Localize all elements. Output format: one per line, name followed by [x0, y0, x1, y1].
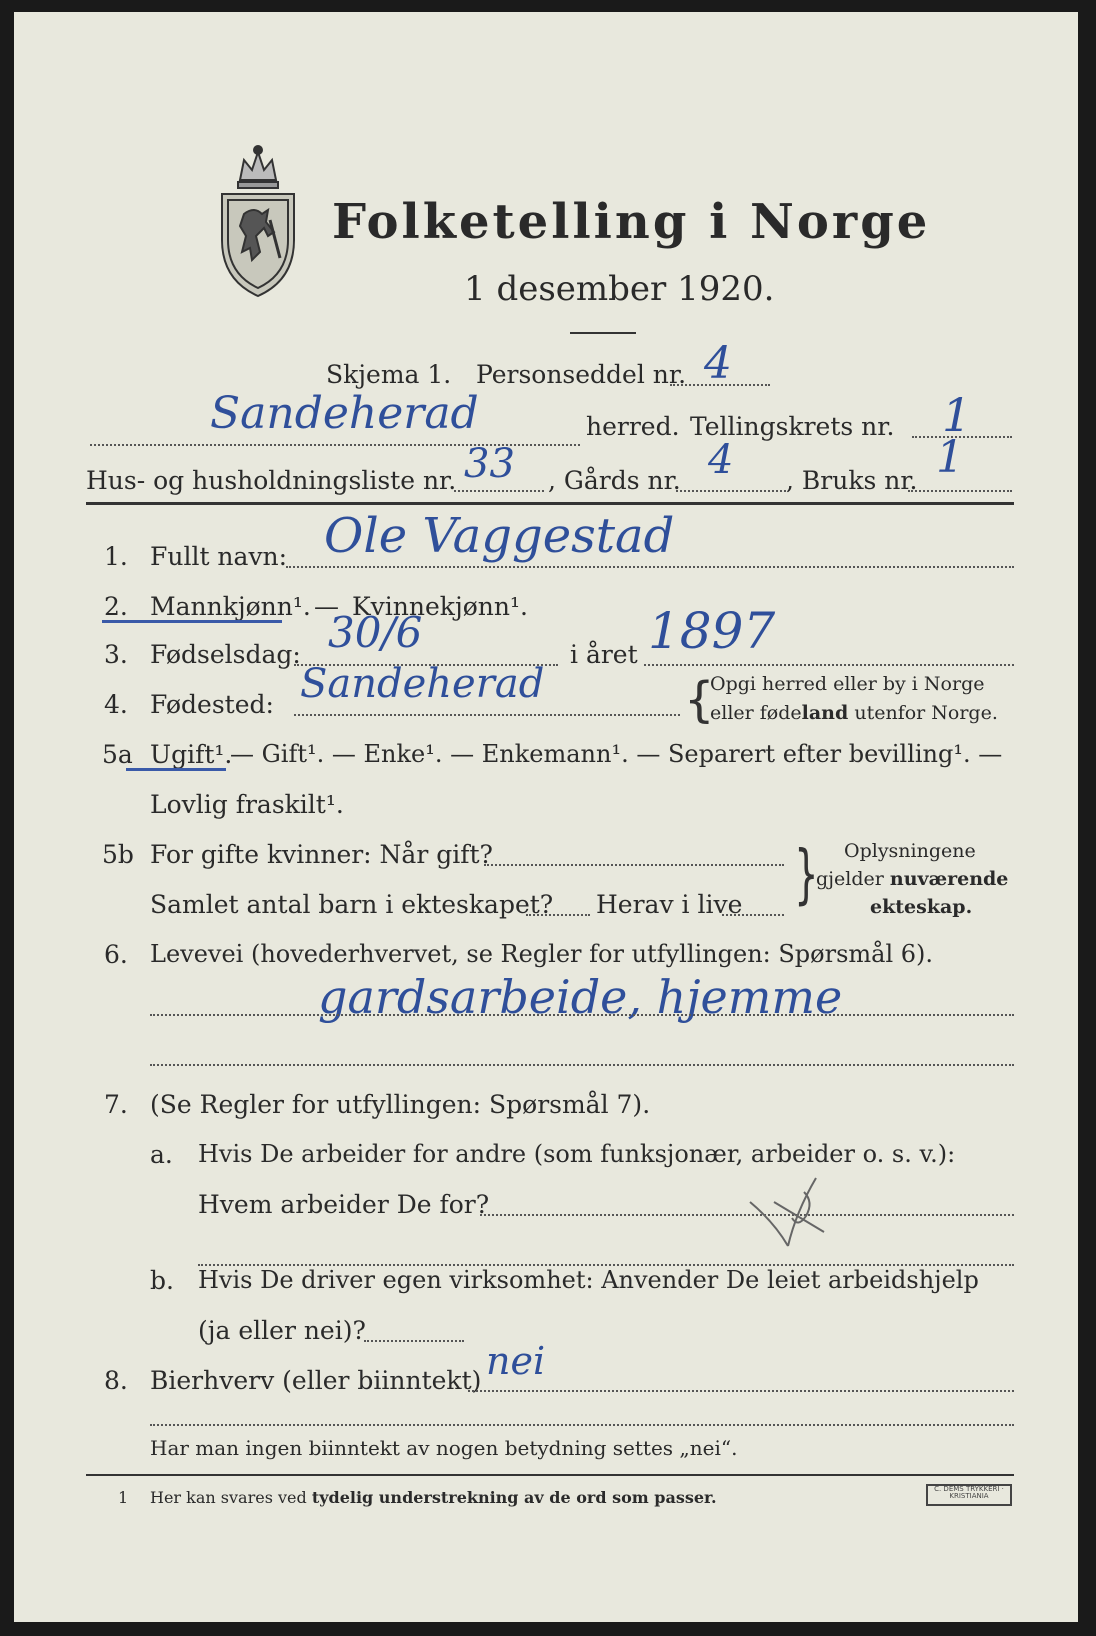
q4-number: 4. [104, 690, 128, 719]
personseddel-value: 4 [704, 338, 732, 389]
occupation-value: gardsarbeide, hjemme [318, 970, 843, 1024]
birth-year-value: 1897 [648, 602, 776, 660]
q5b-note-line2: gjelder nuværende [816, 868, 1009, 890]
check-mark-icon [744, 1172, 834, 1252]
husliste-label: Hus- og husholdningsliste nr. [86, 466, 457, 495]
schema-label: Skjema 1. [326, 360, 452, 389]
footnote-text: Her kan svares ved tydelig understrekning av de ord som passer. [150, 1488, 717, 1507]
q7-number: 7. [104, 1090, 128, 1119]
q5b-note-line1: Oplysningene [844, 840, 976, 862]
footer-note: Har man ingen biinntekt av nogen betydning settes „nei“. [150, 1436, 738, 1460]
q1-label: Fullt navn: [150, 542, 288, 571]
census-date: 1 desember 1920. [464, 269, 775, 309]
header-divider [86, 502, 1014, 505]
bruks-label: , Bruks nr. [786, 466, 918, 495]
birth-year-label: i året [570, 640, 638, 669]
birthdate-value: 30/6 [328, 608, 423, 657]
gender-male-underline [102, 620, 282, 623]
tellingskrets-label: Tellingskrets nr. [690, 412, 895, 441]
q7-label: (Se Regler for utfyllingen: Spørsmål 7). [150, 1090, 651, 1119]
q3-number: 3. [104, 640, 128, 669]
q5b-note-line3: ekteskap. [870, 896, 973, 918]
gender-female-option: Kvinnekjønn¹. [352, 592, 528, 621]
q6-number: 6. [104, 940, 128, 969]
q4-note-line1: Opgi herred eller by i Norge [710, 673, 985, 695]
marital-fraskilt-option: Lovlig fraskilt¹. [150, 790, 344, 819]
q7a-label: Hvis De arbeider for andre (som funksjonær, arbeider o. s. v.): [198, 1140, 956, 1168]
herred-label: herred. [586, 412, 680, 441]
q7a-label-employer: Hvem arbeider De for? [198, 1190, 490, 1219]
q7b-label: Hvis De driver egen virksomhet: Anvender De leiet arbeidshjelp [198, 1266, 979, 1294]
q5b-label-married: For gifte kvinner: Når gift? [150, 840, 493, 869]
q7b-letter: b. [150, 1266, 174, 1295]
personseddel-label: Personseddel nr. [476, 360, 687, 389]
marital-ugift-underline [126, 768, 226, 771]
q4-label: Fødested: [150, 690, 274, 719]
full-name-value: Ole Vaggestad [324, 508, 675, 564]
marital-ugift-option: Ugift¹. [150, 740, 233, 769]
form-title: Folketelling i Norge [332, 194, 931, 250]
birthplace-value: Sandeherad [300, 661, 545, 707]
q7a-letter: a. [150, 1140, 173, 1169]
herred-value: Sandeherad [210, 388, 479, 439]
q2-number: 2. [104, 592, 128, 621]
q5b-number: 5b [102, 840, 134, 869]
census-form: Folketelling i Norge 1 desember 1920. Skjema 1. Personseddel nr. 4 Sandeherad herred. Tellingskrets nr. 1 Hus- og husholdningsliste nr. 33 , Gårds nr. 4 , Bruks nr. 1 1. Fullt navn: Ole Vaggestad 2. Mannkjønn¹. — Kvinnekjønn¹. 3. Fødselsdag: 30/6 i året 1897 4. Fødested: Sandeherad { Opgi herred eller by i Norge eller fødeland utenfor Norge. 5a Ugift¹. — Gift¹. — Enke¹. — Enkemann¹. — Separert efter bevilling¹. — Lovlig fraskilt¹. 5b For gifte kvinner: Når gift? Samlet antal barn i ekteskapet? Herav i live } Oplysningene gjelder nuværende ekteskap. 6. Levevei (hovederhvervet, se Regler for utfyllingen: Spørsmål 6). gardsarbeide, hjemme 7. (Se Regler for utfyllingen: Spørsmål 7). a. Hvis De arbeider for andre (som funksjonær, arbeider o. s. v.): Hvem arbeider De for? b. Hvis De driver egen virksomhet: Anvender De leiet arbeidshjelp (ja eller nei)? 8. Bierhverv (eller biinntekt) nei Har man ingen biinntekt av nogen betydning settes „nei“. 1 Her kan svares ved tydelig understrekning av de ord som passer. C. DEMS TRYKKERI · KRISTIANIA [14, 12, 1078, 1622]
gards-label: , Gårds nr. [548, 466, 681, 495]
gender-separator: — [314, 592, 339, 621]
q5b-label-children: Samlet antal barn i ekteskapet? [150, 890, 554, 919]
q8-label: Bierhverv (eller biinntekt) [150, 1366, 482, 1395]
norway-coat-of-arms-icon [210, 140, 306, 300]
gards-value: 4 [708, 437, 734, 483]
q5b-label-alive: Herav i live [596, 890, 743, 919]
footnote-number: 1 [118, 1488, 129, 1507]
printer-stamp: C. DEMS TRYKKERI · KRISTIANIA [926, 1484, 1012, 1506]
q5a-number: 5a [102, 740, 133, 769]
gender-male-option: Mannkjønn¹. [150, 592, 311, 621]
husliste-value: 33 [464, 441, 515, 487]
title-divider [570, 332, 636, 334]
q4-note-line2: eller fødeland utenfor Norge. [710, 702, 998, 724]
tellingskrets-value: 1 [942, 388, 972, 442]
bruks-value: 1 [936, 432, 964, 483]
q7b-label-yesno: (ja eller nei)? [198, 1316, 366, 1345]
q1-number: 1. [104, 542, 128, 571]
marital-other-options: — Gift¹. — Enke¹. — Enkemann¹. — Separert efter bevilling¹. — [230, 740, 1003, 768]
q6-label: Levevei (hovederhvervet, se Regler for utfyllingen: Spørsmål 6). [150, 940, 934, 968]
q3-label: Fødselsdag: [150, 640, 301, 669]
side-income-value: nei [486, 1339, 546, 1383]
footer-divider [86, 1474, 1014, 1476]
q8-number: 8. [104, 1366, 128, 1395]
